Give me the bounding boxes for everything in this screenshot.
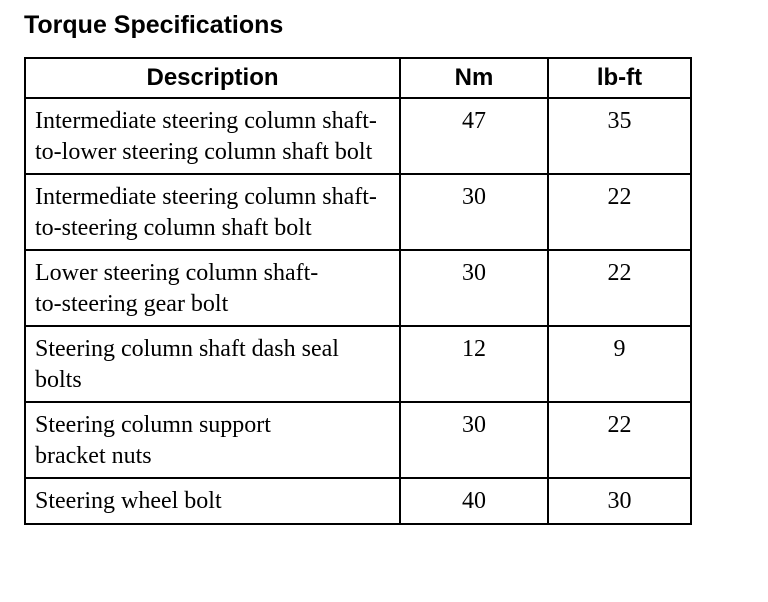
row-description: [25, 478, 400, 524]
table-row: [25, 250, 691, 326]
row-nm-value: 30: [400, 402, 548, 478]
row-nm-value: 40: [400, 478, 548, 524]
row-description-text: Steering wheel bolt: [35, 488, 222, 514]
page-title: Torque Specifications: [24, 11, 284, 39]
column-header-description: Description: [25, 58, 400, 98]
row-nm-value: 12: [400, 326, 548, 402]
row-nm-value: 30: [400, 250, 548, 326]
row-lbft-value: 30: [548, 478, 691, 524]
row-description: [25, 250, 400, 326]
table-header-row: [25, 58, 691, 98]
row-nm-value: 30: [400, 174, 548, 250]
row-description-text: Intermediate steering column shaft-to-lower steering column shaft bolt: [35, 108, 377, 165]
row-description-text: Intermediate steering column shaft-to-steering column shaft bolt: [35, 184, 377, 241]
row-description-text: Steering column shaft dash seal bolts: [35, 336, 339, 393]
row-description: [25, 402, 400, 478]
table-row: [25, 402, 691, 478]
column-header-nm: Nm: [400, 58, 548, 98]
row-lbft-value: 22: [548, 402, 691, 478]
row-nm-value: 47: [400, 98, 548, 174]
table-row: [25, 478, 691, 524]
column-header-lbft: lb-ft: [548, 58, 691, 98]
row-lbft-value: 35: [548, 98, 691, 174]
torque-spec-table: [24, 57, 692, 525]
row-description: [25, 98, 400, 174]
row-lbft-value: 22: [548, 174, 691, 250]
row-description-text: Lower steering column shaft-to-steering gear bolt: [35, 260, 319, 317]
table-row: [25, 326, 691, 402]
row-lbft-value: 9: [548, 326, 691, 402]
row-description-text: Steering column support bracket nuts: [35, 412, 271, 469]
row-description: [25, 326, 400, 402]
row-description: [25, 174, 400, 250]
table-row: [25, 98, 691, 174]
table-row: [25, 174, 691, 250]
row-lbft-value: 22: [548, 250, 691, 326]
